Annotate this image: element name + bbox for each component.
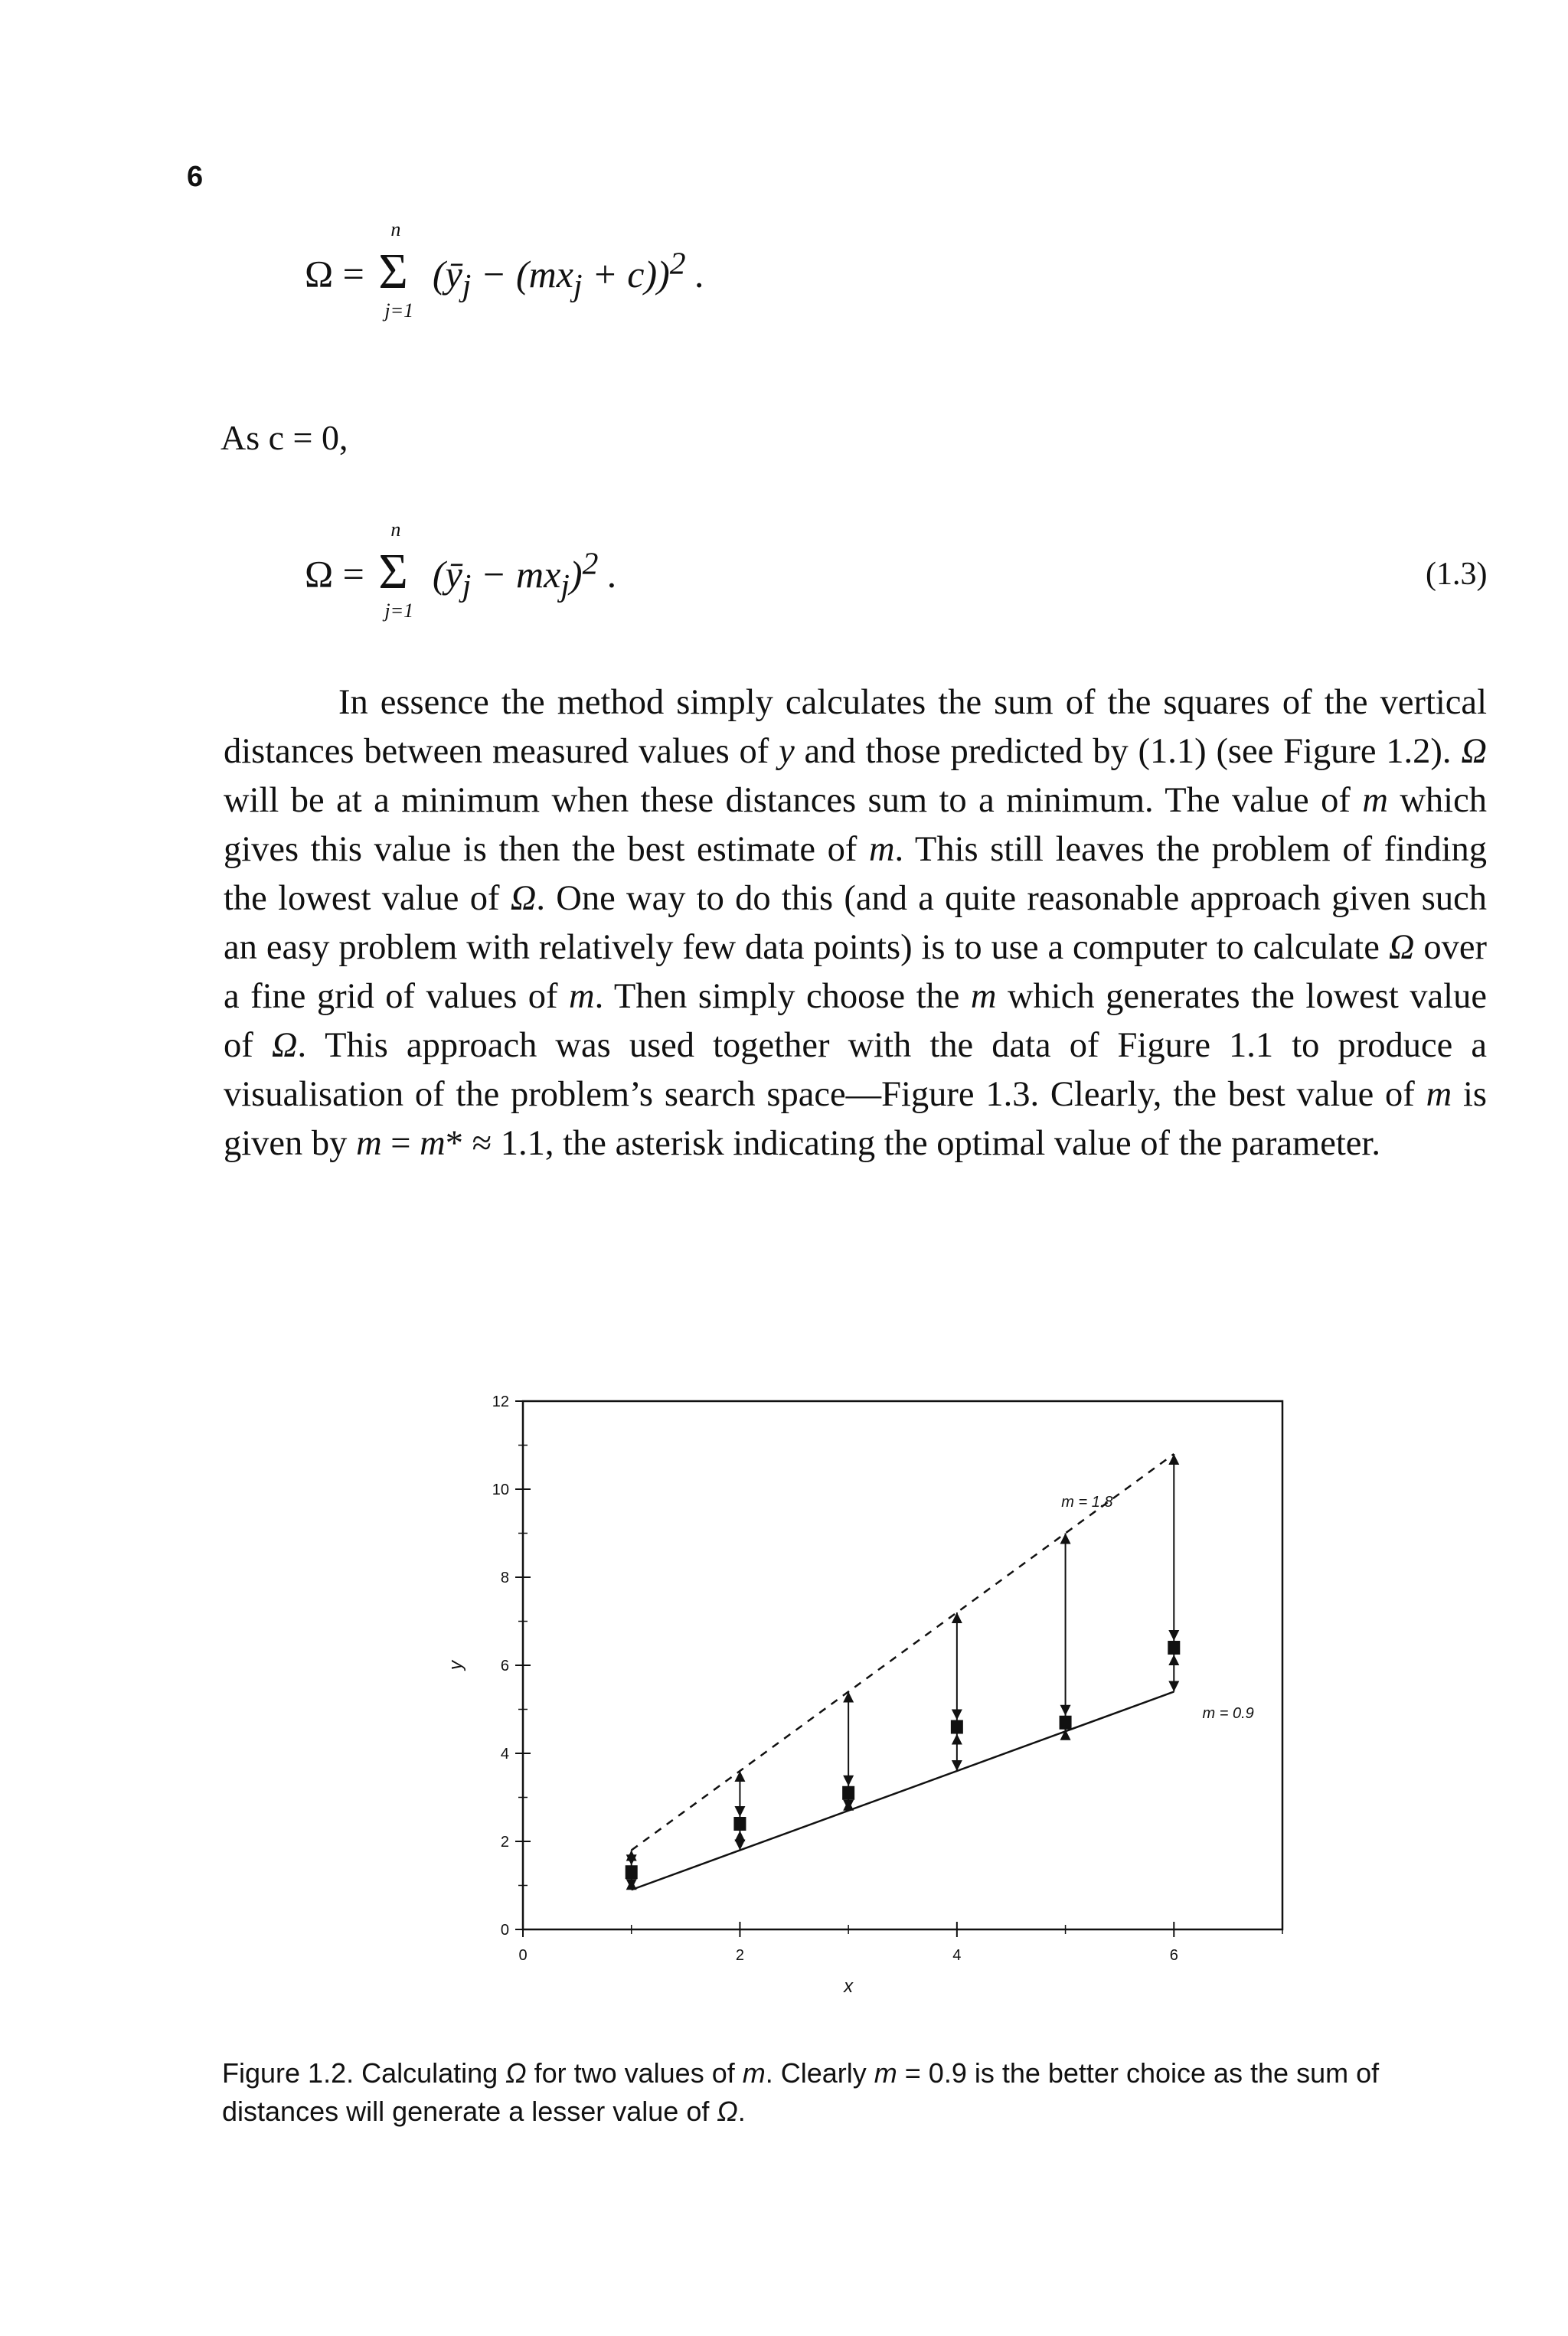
data-point <box>842 1786 854 1800</box>
annotation-m-0-9: m = 0.9 <box>1202 1705 1254 1722</box>
x-tick-label: 0 <box>518 1947 528 1964</box>
equation-number: (1.3) <box>1426 557 1488 592</box>
y-tick-label: 2 <box>500 1834 509 1851</box>
y-tick-label: 8 <box>500 1570 509 1586</box>
arrow-head-up <box>1168 1454 1179 1465</box>
figure-caption: Figure 1.2. Calculating Ω for two values of m. Clearly m = 0.9 is the better choice as the sum of distances will generate a lesser value of Ω. <box>222 2057 1380 2127</box>
equation-body: $(ȳ_j - (mx_j + c))^2$ . <box>432 246 705 303</box>
y-tick-label: 6 <box>500 1658 509 1674</box>
sum-upper-limit: n <box>390 518 401 541</box>
chart-plot-area <box>446 1393 1282 1997</box>
arrow-head-point <box>952 1710 962 1720</box>
data-point <box>1168 1641 1180 1655</box>
plot-frame <box>523 1401 1282 1929</box>
page-number: 6 <box>187 161 204 193</box>
annotation-m-1-8: m = 1.8 <box>1061 1494 1113 1511</box>
arrow-head-up <box>1060 1534 1071 1544</box>
arrow-head-point <box>734 1831 745 1841</box>
arrow-head-point <box>952 1734 962 1745</box>
arrow-head-up <box>734 1771 745 1782</box>
data-point <box>733 1817 746 1831</box>
y-tick-label: 12 <box>492 1393 509 1410</box>
arrow-head-point <box>1168 1655 1179 1665</box>
y-tick-label: 0 <box>500 1922 509 1939</box>
body-paragraph: In essence the method simply calculates the sum of the squares of the vertical distances between measured values of y and those predicted by (1.1) (see Figure 1.2). Ω will be at a minimum when these distances sum to a minimum. The value of m which gives this value is then the best estimate of m. This still leaves the problem of finding the lowest value of Ω. One way to do this (and a quite reasonable approach given such an easy problem with relatively few data points) is to use a computer to calculate Ω over a fine grid of values of m. Then simply choose the m which generates the lowest value of Ω. This approach was used together with the data of Figure 1.1 to produce a visualisation of the problem’s search space—Figure 1.3. Clearly, the best value of m is given by m = m* ≈ 1.1, the asterisk indicating the optimal value of the parameter. <box>224 683 1488 1163</box>
arrow-head-point <box>1060 1730 1071 1740</box>
equation-body: $(ȳ_j - mx_j)^2$ . <box>432 546 618 603</box>
arrow-head-point <box>734 1806 745 1817</box>
x-tick-label: 6 <box>1169 1947 1178 1964</box>
as-c-zero-text: As c = 0, <box>220 418 348 457</box>
sum-lower-limit: j=1 <box>384 299 414 322</box>
y-tick-label: 4 <box>500 1746 509 1763</box>
equation-lhs: Ω = <box>305 252 364 296</box>
x-tick-label: 4 <box>952 1947 962 1964</box>
arrow-head-down <box>1168 1681 1179 1692</box>
sum-lower-limit: j=1 <box>384 599 414 622</box>
equation-lhs: Ω = <box>305 552 364 596</box>
arrow-head-point <box>1060 1705 1071 1716</box>
arrow-head-point <box>1168 1630 1179 1641</box>
y-axis-label: y <box>446 1661 466 1670</box>
arrow-head-point <box>843 1776 854 1786</box>
x-tick-label: 2 <box>735 1947 744 1964</box>
y-tick-label: 10 <box>492 1482 509 1498</box>
summation-symbol: n Σ j=1 <box>378 518 414 622</box>
x-axis-label: x <box>844 1976 854 1997</box>
data-point <box>1060 1716 1072 1730</box>
summation-symbol: n Σ j=1 <box>378 217 414 322</box>
sum-upper-limit: n <box>390 217 401 240</box>
data-point <box>951 1720 963 1734</box>
data-point <box>626 1865 638 1879</box>
